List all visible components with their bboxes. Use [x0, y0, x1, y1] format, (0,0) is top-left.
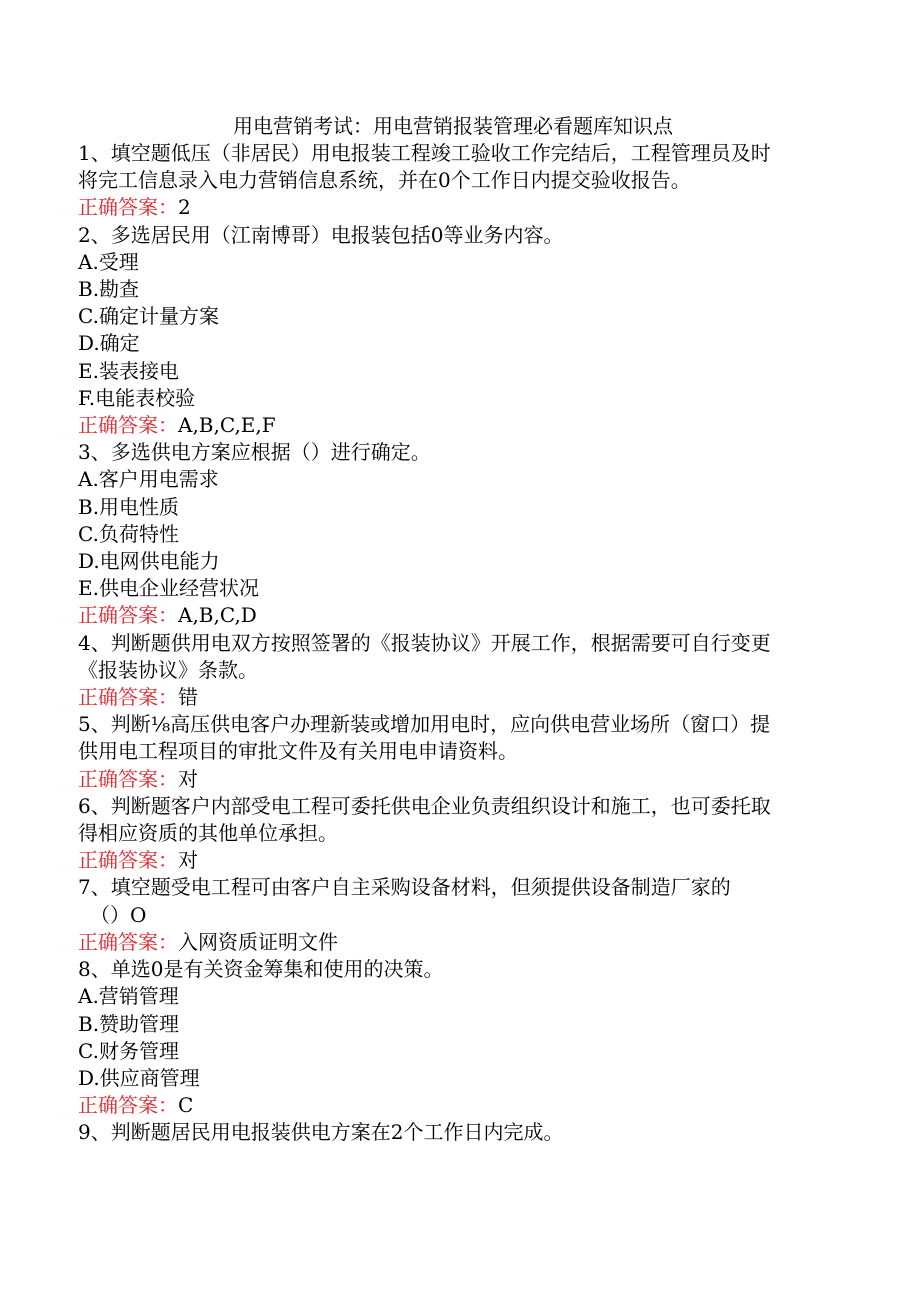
answer-label: 正确答案： — [78, 848, 178, 873]
question-text: 3、多选供电方案应根据（）进行确定。 — [78, 440, 431, 465]
answer-line — [78, 766, 828, 793]
question-5 — [78, 711, 828, 793]
answer-line — [78, 684, 828, 711]
question-text-continued: 得相应资质的其他单位承担。 — [78, 821, 338, 846]
answer-value: 错 — [178, 685, 198, 710]
answer-label: 正确答案： — [78, 929, 178, 954]
option-item: F.电能表校验 — [78, 385, 196, 410]
answer-value: A,B,C,D — [178, 603, 257, 628]
answer-line — [78, 929, 828, 956]
question-7 — [78, 874, 828, 956]
option-item: E.装表接电 — [78, 358, 179, 383]
option-item: A.客户用电需求 — [78, 467, 219, 492]
answer-value: 对 — [178, 766, 198, 791]
answer-label: 正确答案： — [78, 766, 178, 791]
answer-value: 入网资质证明文件 — [178, 929, 338, 954]
answer-label: 正确答案： — [78, 195, 178, 220]
answer-label: 正确答案： — [78, 685, 178, 710]
question-9 — [78, 1119, 828, 1146]
option-item: D.供应商管理 — [78, 1065, 200, 1090]
answer-value: C — [178, 1093, 194, 1118]
option-item: D.确定 — [78, 331, 140, 356]
question-text: 5、判断⅛高压供电客户办理新装或增加用电时，应向供电营业场所（窗口）提 — [78, 712, 771, 737]
question-4 — [78, 630, 828, 712]
question-6 — [78, 793, 828, 875]
question-1 — [78, 140, 828, 222]
option-item: B.勘查 — [78, 277, 140, 302]
option-item: C.财务管理 — [78, 1038, 179, 1063]
answer-value: A,B,C,E,F — [178, 413, 276, 438]
option-item: A.营销管理 — [78, 984, 179, 1009]
option-item: B.用电性质 — [78, 494, 180, 519]
question-text-continued: （）O — [90, 902, 147, 927]
answer-line — [78, 847, 828, 874]
answer-value: 对 — [178, 848, 198, 873]
answer-line — [78, 1092, 828, 1119]
question-2 — [78, 222, 828, 440]
question-text: 2、多选居民用（江南博哥）电报装包括0等业务内容。 — [78, 222, 564, 247]
question-text-continued: 《报装协议》条款。 — [78, 657, 258, 682]
question-text-continued: 供用电工程项目的审批文件及有关用电申请资料。 — [78, 739, 518, 764]
option-item: B.赞助管理 — [78, 1011, 180, 1036]
answer-line — [78, 412, 828, 439]
question-3 — [78, 439, 828, 629]
answer-line — [78, 602, 828, 629]
answer-label: 正确答案： — [78, 1093, 178, 1118]
question-text: 8、单选0是有关资金筹集和使用的决策。 — [78, 957, 444, 982]
question-text: 4、判断题供用电双方按照签署的《报装协议》开展工作，根据需要可自行变更 — [78, 630, 771, 655]
document-title: 用电营销考试：用电营销报装管理必看题库知识点 — [233, 114, 673, 138]
option-item: C.确定计量方案 — [78, 304, 219, 329]
option-item: A.受理 — [78, 249, 139, 274]
question-text-continued: 将完工信息录入电力营销信息系统，并在0个工作日内提交验收报告。 — [78, 168, 691, 193]
answer-value: 2 — [178, 195, 191, 220]
option-item: D.电网供电能力 — [78, 549, 220, 574]
question-text: 9、判断题居民用电报装供电方案在2个工作日内完成。 — [78, 1120, 564, 1145]
answer-label: 正确答案： — [78, 603, 178, 628]
option-item: E.供电企业经营状况 — [78, 576, 259, 601]
answer-line — [78, 194, 828, 221]
document-page — [78, 113, 828, 1147]
question-text: 1、填空题低压（非居民）用电报装工程竣工验收工作完结后，工程管理员及时 — [78, 141, 771, 165]
question-list — [78, 140, 828, 1147]
option-item: C.负荷特性 — [78, 521, 179, 546]
answer-label: 正确答案： — [78, 413, 178, 438]
question-text: 7、填空题受电工程可由客户自主采购设备材料，但须提供设备制造厂家的 — [78, 875, 731, 900]
question-text: 6、判断题客户内部受电工程可委托供电企业负责组织设计和施工，也可委托取 — [78, 793, 771, 818]
question-8 — [78, 956, 828, 1119]
